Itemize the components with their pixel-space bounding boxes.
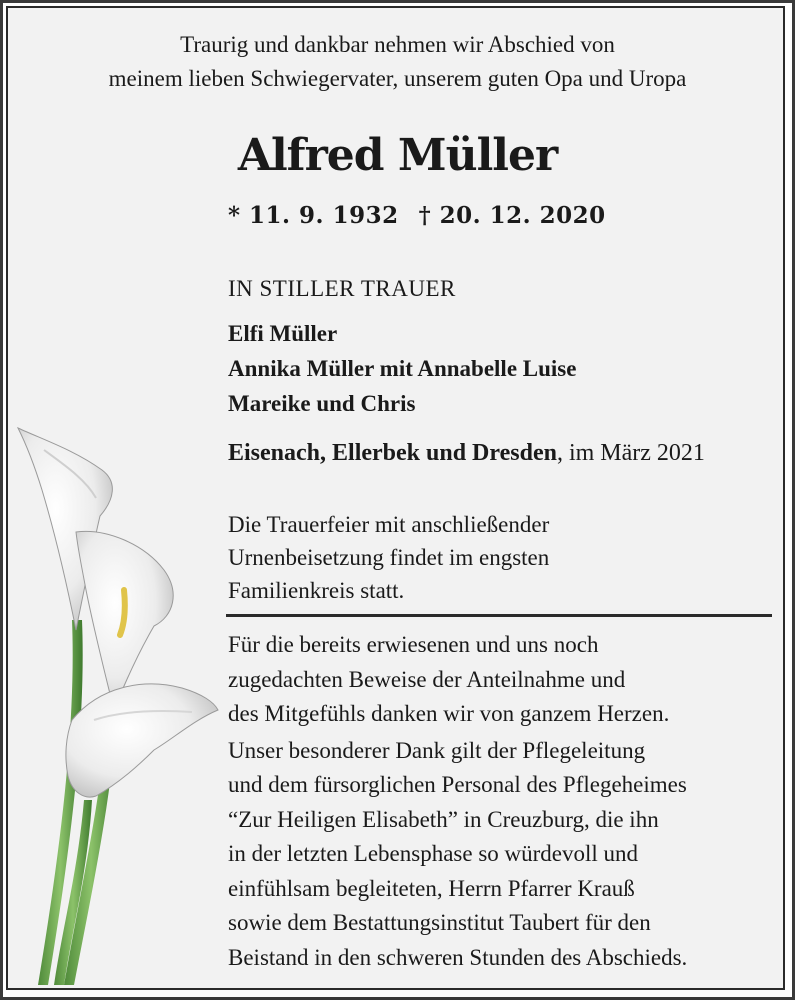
- date-text: , im März 2021: [556, 440, 705, 466]
- deceased-name: Alfred Müller: [237, 130, 558, 181]
- thanks-line: in der letzten Lebensphase so würdevoll und: [228, 841, 639, 866]
- thanks-line: und dem fürsorglichen Personal des Pflegeheimes: [228, 772, 687, 797]
- place-date: [228, 440, 705, 467]
- locations: Eisenach, Ellerbek und Dresden: [228, 440, 557, 466]
- birth-date: * 11. 9. 1932: [228, 202, 399, 229]
- thanks-line: Beistand in den schweren Stunden des Abschieds.: [228, 944, 688, 970]
- life-dates: [228, 202, 626, 229]
- mourner-name: Elfi Müller: [228, 321, 338, 346]
- thanks-line: Unser besonderer Dank gilt der Pflegeleitung: [228, 737, 646, 763]
- thanks-line: zugedachten Beweise der Anteilnahme und: [228, 666, 626, 692]
- thanks-paragraph-2: [228, 734, 776, 976]
- thanks-paragraph-1: [228, 628, 776, 732]
- funeral-notice: [228, 508, 549, 607]
- thanks-line: “Zur Heiligen Elisabeth” in Creuzburg, die ihn: [228, 806, 659, 832]
- thanks-line: Für die bereits erwiesenen und uns noch: [228, 632, 599, 657]
- divider: [226, 614, 772, 617]
- calla-lily-icon: [14, 420, 234, 990]
- death-date: † 20. 12. 2020: [418, 202, 606, 229]
- mourners-list: [228, 316, 576, 421]
- thanks-line: einfühlsam begleiteten, Herrn Pfarrer Krauß: [228, 875, 635, 901]
- funeral-line: Urnenbeisetzung findet im engsten: [228, 545, 550, 570]
- intro-text: [0, 28, 795, 96]
- funeral-line: Familienkreis statt.: [228, 578, 405, 603]
- mourner-name: Annika Müller mit Annabelle Luise: [228, 356, 577, 381]
- intro-line-2: meinem lieben Schwiegervater, unserem guten Opa und Uropa: [108, 66, 687, 91]
- funeral-line: Die Trauerfeier mit anschließender: [228, 512, 550, 537]
- thanks-line: des Mitgefühls danken wir von ganzem Herzen.: [228, 701, 670, 726]
- thanks-line: sowie dem Bestattungsinstitut Taubert für den: [228, 910, 651, 935]
- mourner-name: Mareike und Chris: [228, 391, 416, 416]
- intro-line-1: Traurig und dankbar nehmen wir Abschied von: [180, 32, 615, 57]
- thanks-text: [228, 628, 776, 975]
- mourners-heading: IN STILLER TRAUER: [228, 276, 456, 301]
